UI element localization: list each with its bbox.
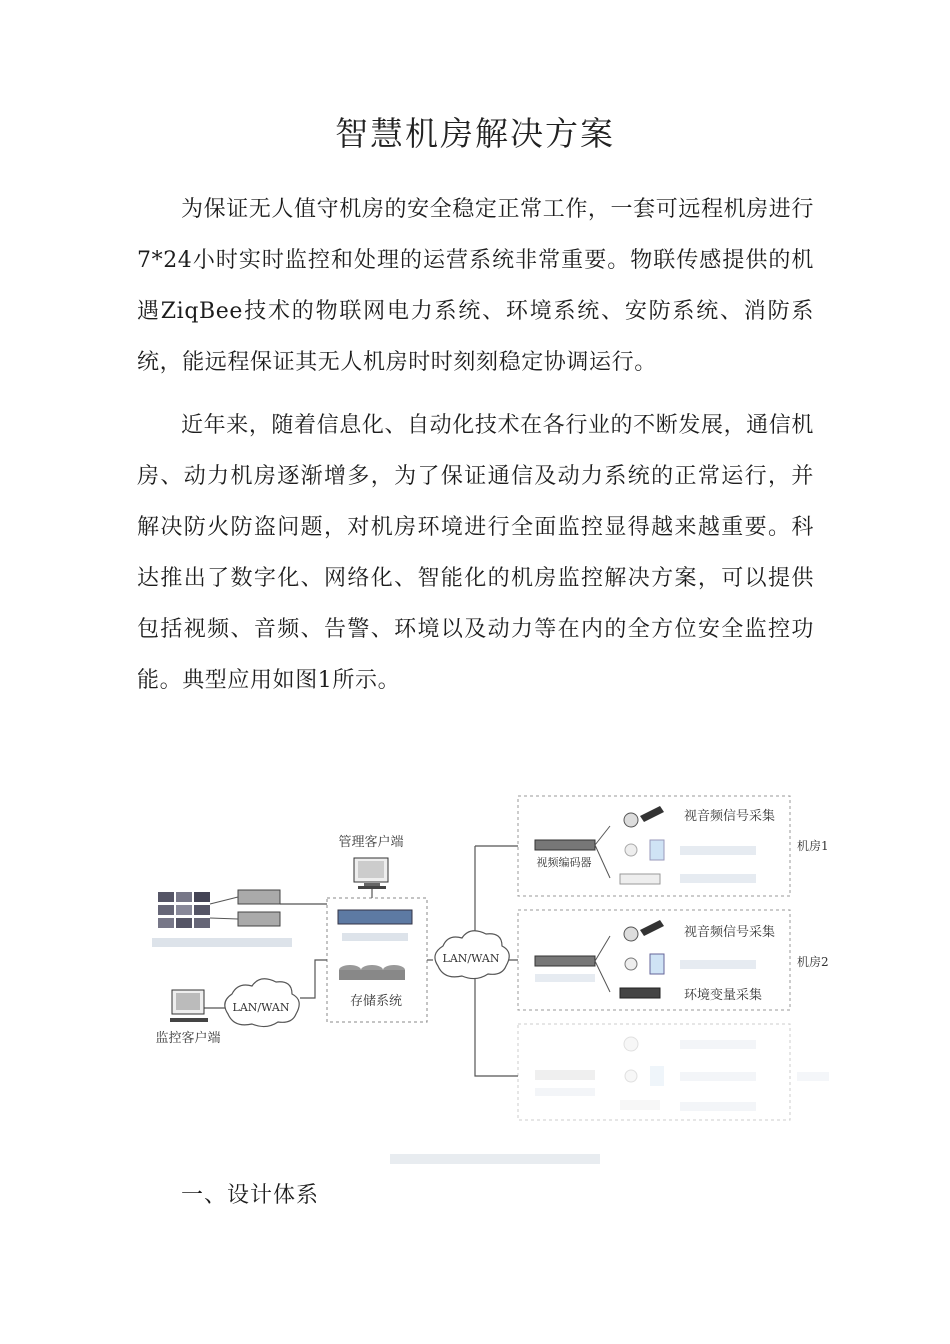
left-cloud-label: LAN/WAN [232, 1001, 290, 1014]
intro-paragraph: 为保证无人值守机房的安全稳定正常工作，一套可远程机房进行7*24小时实时监控和处理的运营系统非常重要。物联传感提供的机遇ZiqBee技术的物联网电力系统、环境系统、安防系统、消防系统，能远程保证其无人机房时时刻刻稳定协调运行。 [137, 197, 814, 375]
room-2-env-device-icon [620, 988, 660, 998]
left-cloud-to-server-line [300, 960, 327, 998]
room-2-faded-encoder-caption [535, 974, 595, 982]
room-1-sensor-icon [625, 844, 637, 856]
room-1-encoder-icon [535, 826, 610, 878]
room-1-env-device-icon [620, 874, 660, 884]
monitor-client-computer-icon [170, 990, 208, 1022]
video-encoder-label: 视频编码器 [536, 856, 592, 869]
decoder-devices-icon [210, 890, 280, 926]
background-paragraph: 近年来，随着信息化、自动化技术在各行业的不断发展，通信机房、动力机房逐渐增多，为了保证通信及动力系统的正常运行，并解决防火防盗问题，对机房环境进行全面监控显得越来越重要。科达推出了数字化、网络化、智能化的机房监控解决方案，可以提供包括视频、音频、告警、环境以及动力等在内的全方位安全监控功能。典型应用如图1所示。 [137, 413, 814, 693]
page-title: 智慧机房解决方案 [335, 114, 615, 153]
room-1-faded-caption-b [680, 874, 756, 883]
av-signal-collection-label-2: 视音频信号采集 [684, 925, 776, 940]
storage-system-label: 存储系统 [349, 994, 403, 1009]
management-client-label: 管理客户端 [338, 835, 404, 850]
room-1-panel-icon [650, 840, 664, 860]
faded-left-caption [152, 938, 292, 947]
section-heading: 一、设计体系 [181, 1183, 320, 1208]
room-1-camera-icon [624, 806, 664, 827]
machine-room-monitoring-diagram [140, 786, 840, 1176]
management-client-computer-icon [354, 858, 388, 889]
room-2-faded-caption [680, 960, 756, 969]
center-cloud [435, 931, 509, 979]
monitor-client-label: 监控客户端 [155, 1031, 221, 1046]
room-2-label: 机房2 [797, 955, 829, 969]
env-variable-collection-label: 环境变量采集 [684, 988, 763, 1003]
room-2-panel-icon [650, 954, 664, 974]
center-cloud-label: LAN/WAN [442, 952, 500, 965]
av-signal-collection-label-1: 视音频信号采集 [684, 809, 776, 824]
faded-figure-caption [390, 1154, 600, 1164]
room-2-sensor-icon [625, 958, 637, 970]
video-wall-icon [158, 892, 210, 928]
room-1-faded-caption-a [680, 846, 756, 855]
room-2-encoder-icon [535, 936, 610, 992]
room-1-label: 机房1 [797, 839, 829, 853]
server-device-icon [338, 910, 412, 941]
left-cloud [225, 979, 299, 1027]
room-3-faded-devices [535, 1037, 829, 1111]
storage-disks-icon [339, 965, 405, 980]
room-2-camera-icon [624, 920, 664, 941]
